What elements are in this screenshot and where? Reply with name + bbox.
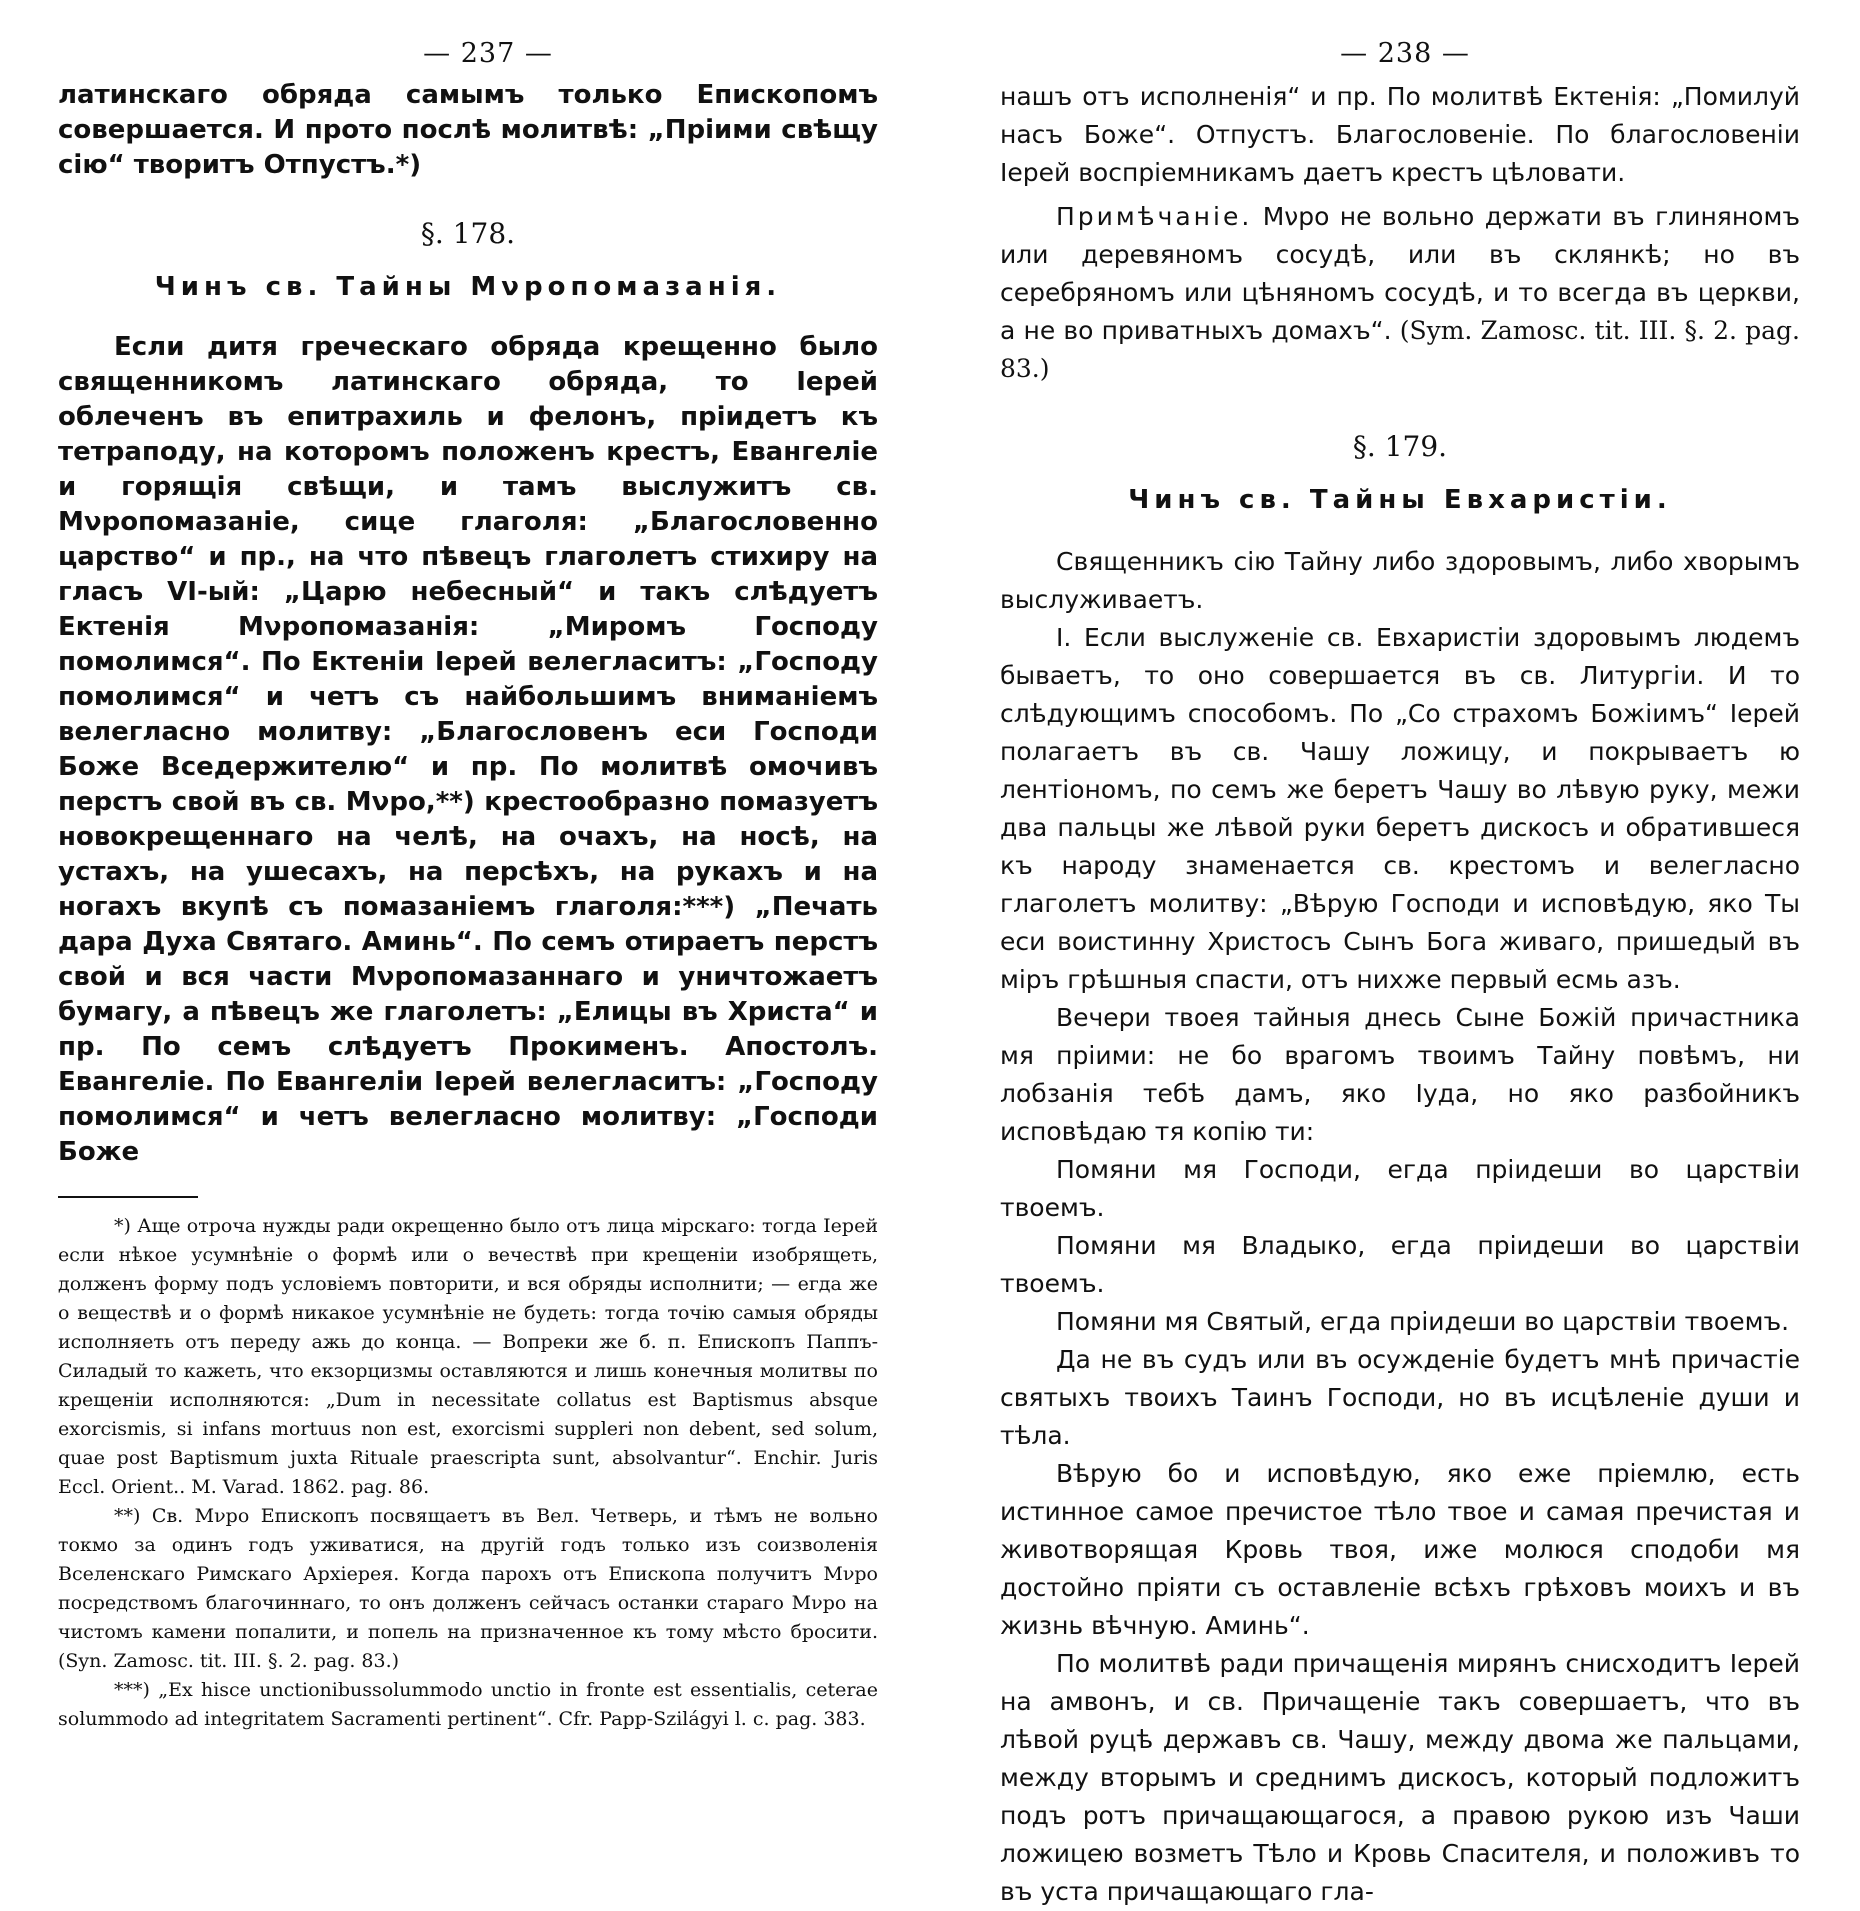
eucharist-paragraph-1: Священникъ сію Тайну либо здоровымъ, либо хворымъ выслуживаетъ.	[1000, 547, 1800, 614]
left-page	[0, 0, 930, 1730]
prayer-verse-2: Помяни мя Владыко, егда пріидеши во царствіи твоемъ.	[1000, 1231, 1800, 1298]
footnote-3: ***) „Ex hisce unctionibussolummodo unctio in fronte est essentialis, ceterae solummodo ad integritatem Sacramenti pertinent“. Cfr. Papp-Szilágyi l. c. pag. 383.	[58, 1679, 878, 1730]
eucharist-paragraph-2: I. Если выслуженіе св. Евхаристіи здоровымъ людемъ бываетъ, то оно совершается въ св. Литургіи. И то слѣдующимъ способомъ. По „Со страхомъ Божіимъ“ Іерей полагаетъ въ св. Чашу ложицу, и покрываетъ ю лентіономъ, по семъ же беретъ Чашу во лѣвую руку, межи два пальцы же лѣвой руки беретъ дискосъ и обратившеся къ народу знаменается св. крестомъ и велегласно глаголетъ молитву: „Вѣрую Господи и исповѣдую, яко Ты еси воистинну Христосъ Сынъ Бога живаго, пришедый въ міръ грѣшныя спасти, отъ нихже первый есмь азъ.	[1000, 623, 1800, 994]
paragraph-continuation-left: латинскаго обряда самымъ только Епископомъ совершается. И прото послѣ молитвѣ: „Пріими свѣщу сію“ творитъ Отпустъ.*)	[58, 80, 878, 180]
footnote-1: *) Аще отроча нужды ради окрещенно было отъ лица мірскаго: тогда Іерей если нѣкое усумнѣніе о формѣ или о вечествѣ при крещеніи изобрящеть, долженъ форму подъ условіемъ повторити, и вся обряды исполнити; — егда же о веществѣ и о формѣ никакое усумнѣніе не будеть: тогда точію самыя обряды исполняеть отъ переду ажь до конца. — Вопреки же б. п. Епископъ Паппъ-Силадый то кажеть, что екзорцизмы оставляются и лишь конечныя молитвы по крещеніи исполняются: „Dum in necessitate collatus est Baptismus absque exorcismis, si infans mortuus non est, exorcismi suppleri non debent, sed solum, quae post Baptismum juxta Rituale praescripta sunt, absolvantur“. Enchir. Juris Eccl. Orient.. M. Varad. 1862. pag. 86.	[58, 1215, 878, 1498]
prayer-verse-1: Помяни мя Господи, егда пріидеши во царствіи твоемъ.	[1000, 1155, 1800, 1222]
eucharist-paragraph-3: Вечери твоея тайныя днесь Сыне Божій причастника мя пріими: не бо врагомъ твоимъ Тайну повѣмъ, ни лобзанія тебѣ дамъ, яко Іуда, но яко разбойникъ исповѣдаю тя копію ти:	[1000, 1003, 1800, 1146]
eucharist-paragraph-6: По молитвѣ ради причащенія мирянъ снисходитъ Іерей на амвонъ, и св. Причащеніе такъ совершаетъ, что въ лѣвой руцѣ державъ св. Чашу, между двома же пальцами, между вторымъ и среднимъ дискосъ, который подложитъ подъ ротъ причащающагося, а правою рукою изъ Чаши ложицею возметъ Тѣло и Кровь Спасителя, и положивъ то въ уста причащающаго гла-	[1000, 1649, 1800, 1906]
note-text: Мνро не вольно держати въ глиняномъ или деревяномъ сосудѣ, или въ склянкѣ; но въ серебряномъ или цѣняномъ сосудѣ, и то всегда въ церкви, а не во приватныхъ домахъ“.	[1000, 202, 1800, 345]
right-page	[930, 0, 1860, 1906]
section-title-eucharist: Чинъ св. Тайны Евхаристіи.	[1128, 485, 1672, 515]
eucharist-paragraph-5: Вѣрую бо и исповѣдую, яко еже пріемлю, есть истинное самое пречистое тѣло твое и самая пречистая и животворящая Кровь твоя, иже молюся сподоби мя достойно пріяти съ оставленіе всѣхъ грѣховъ моихъ и въ жизнь вѣчную. Аминь“.	[1000, 1459, 1800, 1640]
paragraph-continuation-right: нашъ отъ исполненія“ и пр. По молитвѣ Ектенія: „Помилуй насъ Боже“. Отпустъ. Благословеніе. По благословеніи Іерей воспріемникамъ даетъ крестъ цѣловати.	[1000, 82, 1800, 187]
prayer-verse-3: Помяни мя Святый, егда пріидеши во царствіи твоемъ.	[1056, 1307, 1790, 1336]
footnote-2: **) Св. Мνро Епископъ посвящаетъ въ Вел. Четверь, и тѣмъ не вольно токмо за одинъ годъ уживатися, на другій годъ только изъ соизволенія Вселенскаго Римскаго Архіерея. Когда парохъ отъ Епископа получитъ Мνро посредствомъ благочиннаго, то онъ долженъ сейчасъ останки стараго Мνро на чистомъ камени попалити, и попель на призначенное къ тому мѣсто бросити. (Syn. Zamosc. tit. III. §. 2. pag. 83.)	[58, 1505, 878, 1672]
main-text-chrismation: Если дитя греческаго обряда крещенно было священникомъ латинскаго обряда, то Іерей облеченъ въ епитрахиль и фелонъ, пріидетъ къ тетраподу, на которомъ положенъ крестъ, Евангеліе и горящія свѣщи, и тамъ выслужитъ св. Мνропомазаніе, сице глаголя: „Благословенно царство“ и пр., на что пѣвецъ глаголетъ стихиру на гласъ VI-ый: „Царю небесный“ и такъ слѣдуетъ Ектенія Мνропомазанія: „Миромъ Господу помолимся“. По Ектеніи Іерей велегласитъ: „Господу помолимся“ и четъ съ найбольшимъ вниманіемъ велегласно молитву: „Благословенъ еси Господи Боже Вседержителю“ и пр. По молитвѣ омочивъ перстъ свой въ св. Мνро,**) крестообразно помазуетъ новокрещеннаго на челѣ, на очахъ, на носѣ, на устахъ, на ушесахъ, на персѣхъ, на рукахъ и на ногахъ вкупѣ съ помазаніемъ глаголя:***) „Печать дара Духа Святаго. Аминь“. По семъ отираетъ перстъ свой и вся части Мνропомазаннаго и уничтожаетъ бумагу, а пѣвецъ же глаголетъ: „Елицы въ Христа“ и пр. По семъ слѣдуетъ Прокименъ. Апостолъ. Евангеліе. По Евангеліи Іерей велегласитъ: „Господу помолимся“ и четъ велегласно молитву: „Господи Боже	[58, 332, 878, 1167]
page-number-left: — 237 —	[423, 38, 553, 69]
note-citation: (Sym. Zamosc. tit. III. §. 2. pag. 83.)	[1000, 316, 1800, 383]
footnote-divider	[58, 1196, 198, 1198]
page-number-right: — 238 —	[1340, 38, 1470, 69]
note-paragraph	[1000, 198, 1800, 388]
section-number-179: §. 179.	[1352, 430, 1448, 463]
note-label: Примѣчаніе.	[1056, 202, 1253, 231]
section-title-chrismation: Чинъ св. Тайны Мνропомазанія.	[154, 272, 782, 302]
section-number-178: §. 178.	[420, 217, 516, 250]
eucharist-paragraph-4: Да не въ судъ или въ осужденіе будетъ мнѣ причастіе святыхъ твоихъ Таинъ Господи, но въ исцѣленіе души и тѣла.	[1000, 1345, 1800, 1450]
